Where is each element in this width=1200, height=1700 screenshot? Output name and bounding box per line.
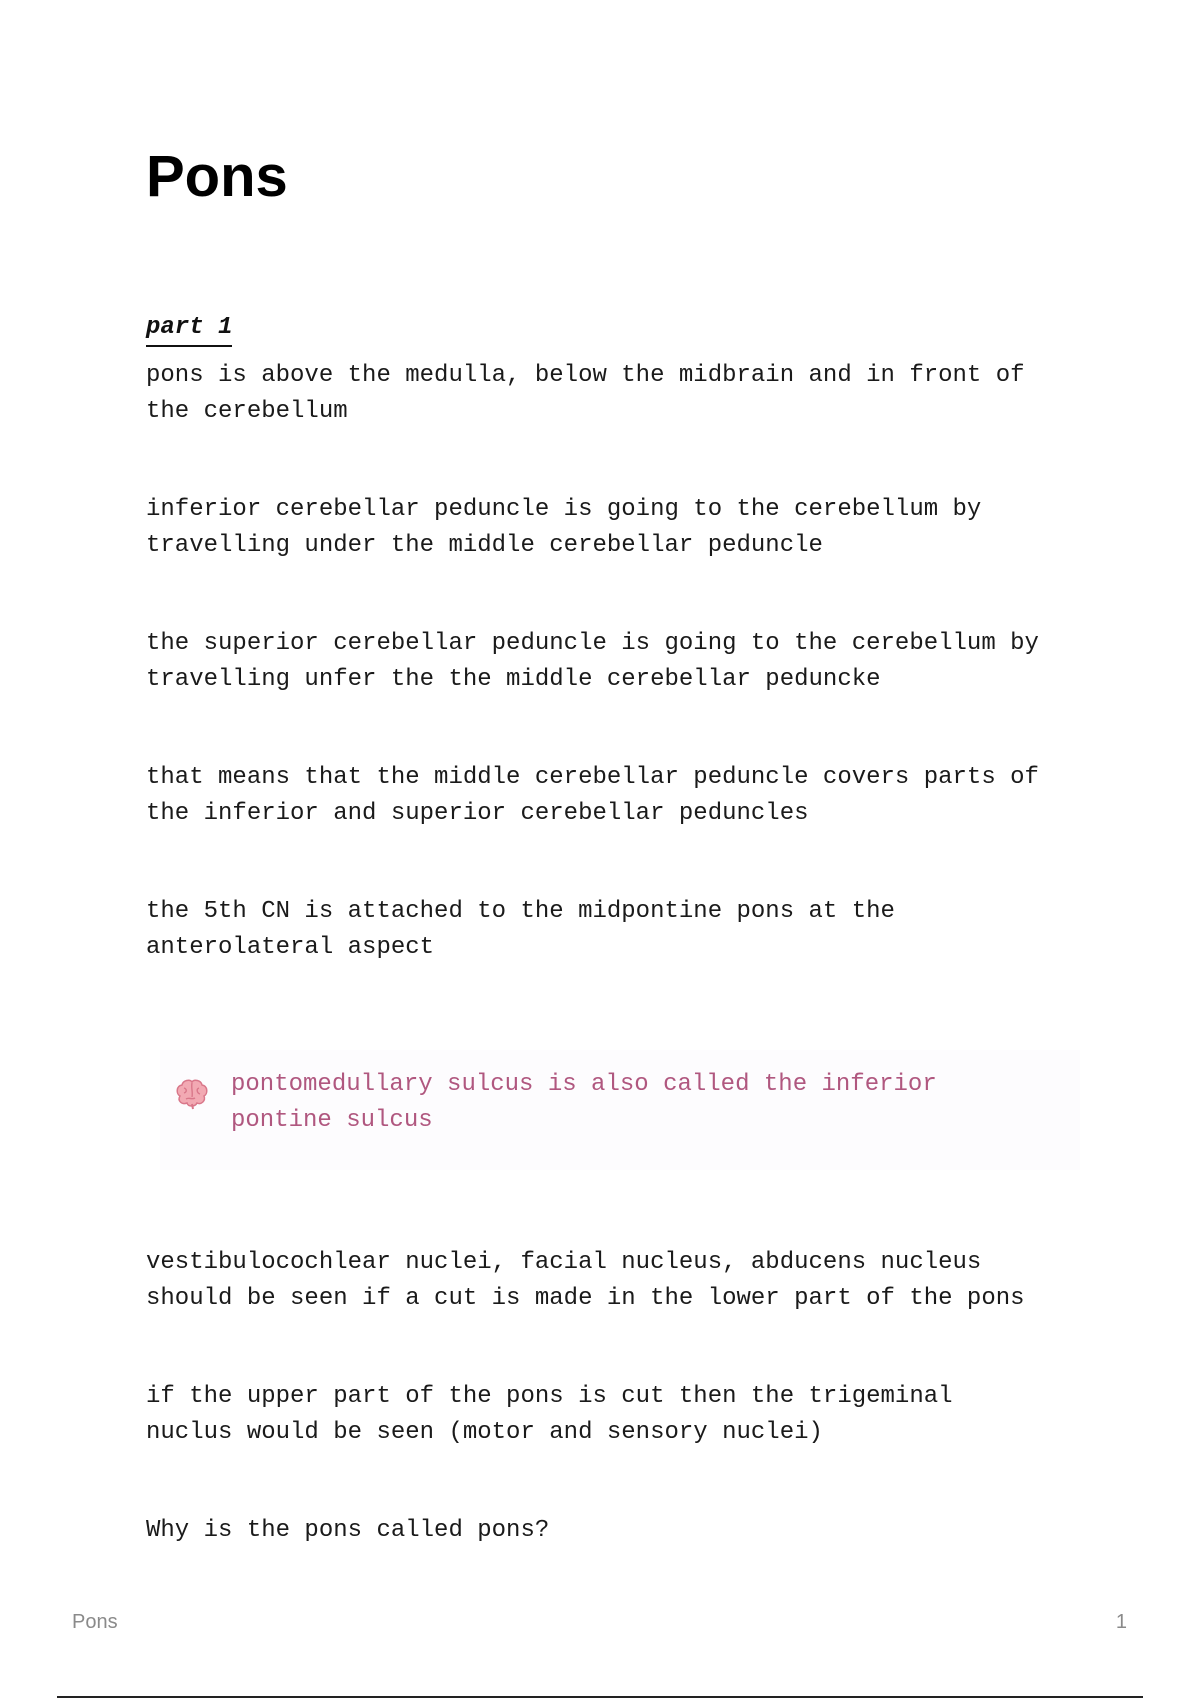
callout-text: pontomedullary sulcus is also called the inferior pontine sulcus [231, 1071, 937, 1134]
footer-title: Pons [72, 1611, 118, 1633]
page-title: Pons [146, 144, 288, 209]
brain-icon [172, 1074, 212, 1114]
footer-divider [57, 1696, 1143, 1698]
page-number: 1 [1115, 1611, 1127, 1633]
paragraph-6: vestibulocochlear nuclei, facial nucleus, abducens nucleus should be seen if a cut is made in the lower part of the pons [146, 1249, 1025, 1312]
paragraph-3: the superior cerebellar peduncle is going to the cerebellum by travelling unfer the the middle cerebellar peduncke [146, 630, 1039, 693]
paragraph-1: pons is above the medulla, below the midbrain and in front of the cerebellum [146, 362, 1025, 425]
paragraph-5: the 5th CN is attached to the midpontine pons at the anterolateral aspect [146, 898, 895, 961]
paragraph-8: Why is the pons called pons? [146, 1517, 550, 1544]
callout-block [160, 1050, 1080, 1170]
paragraph-7: if the upper part of the pons is cut then the trigeminal nuclus would be seen (motor and sensory nuclei) [146, 1383, 953, 1446]
paragraph-4: that means that the middle cerebellar peduncle covers parts of the inferior and superior cerebellar peduncles [146, 764, 1039, 827]
paragraph-2: inferior cerebellar peduncle is going to the cerebellum by travelling under the middle cerebellar peduncle [146, 496, 982, 559]
section-heading: part 1 [146, 312, 232, 347]
